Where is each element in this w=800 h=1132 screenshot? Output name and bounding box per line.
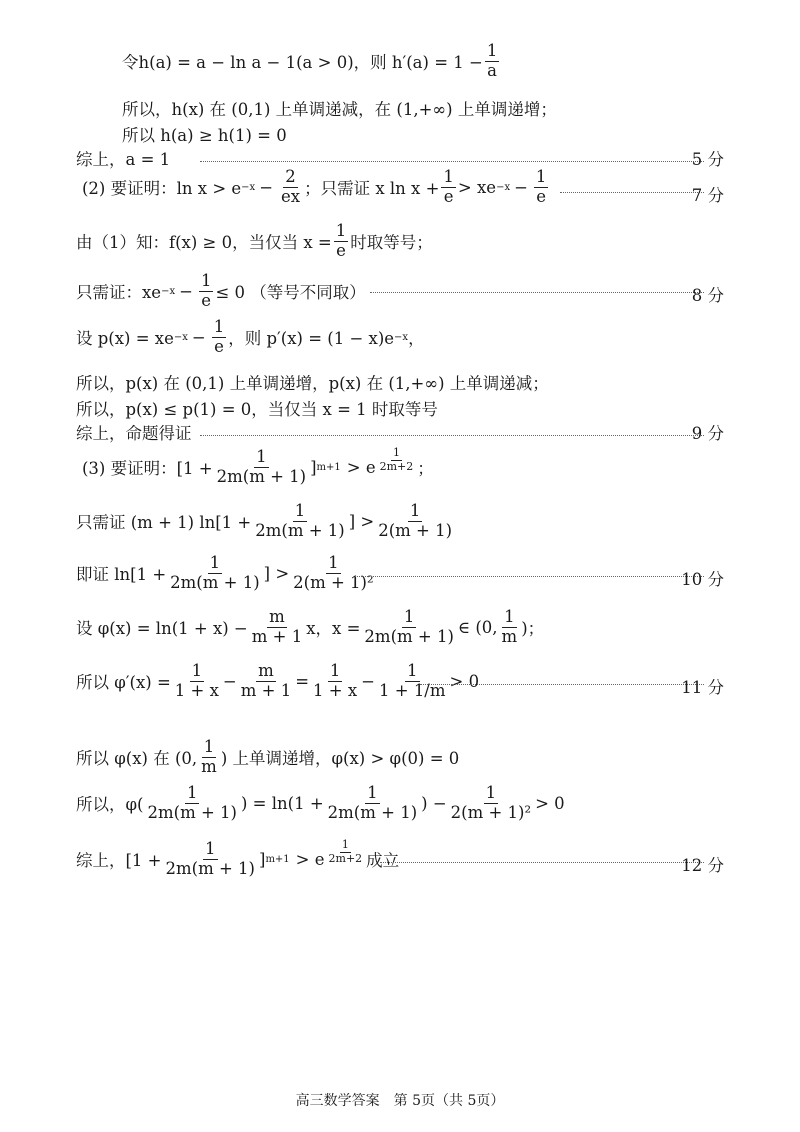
score-label: 5 分 (691, 150, 724, 169)
score-label: 11 分 (681, 678, 724, 697)
score-label: 9 分 (691, 424, 724, 443)
line-need-prove: 只需证：xe −x − $\frac{1}{e}$ ≤ 0 （等号不同取） 8 分 (76, 271, 724, 310)
line-h-min: 所以 h(a) ≥ h(1) = 0 (122, 126, 287, 145)
line-part2-goal: (2) 要证明：ln x > e −x − $\frac{2}{ex}$ ；只需证 x ln x + $\frac{1}{e}$ > xe −x − $\frac{1}{e}$ 7 分 (82, 167, 724, 206)
line-need-prove-3: 只需证 (m + 1) ln[1 + $\frac{1}{2m(m + 1)}$ ] > $\frac{1}{2(m + 1)}$ (76, 501, 453, 540)
line-part3-goal: (3) 要证明：[1 + $\frac{1}{2m(m + 1)}$ ] m+1 > e $\frac{1}{2m+2}$ ； (82, 446, 434, 486)
line-equivalent: 即证 ln[1 + $\frac{1}{2m(m + 1)}$ ] > $\frac{1}{\text{2(m + 1)²}}$ 10 分 (76, 553, 724, 592)
line-h-definition: 令 h(a) = a − ln a − 1(a > 0)，则 h′(a) = 1 − $\frac{1}{a}$ (122, 41, 498, 80)
score-label: 12 分 (681, 856, 724, 875)
line-p-monotonic: 所以，p(x) 在 (0,1) 上单调递增，p(x) 在 (1,+∞) 上单调递减； (76, 374, 549, 393)
page-footer: 高三数学答案 第 5页（共 5页） (295, 1093, 505, 1109)
line-conclusion-2: 综上，命题得证 9 分 (0, 420, 800, 444)
score-label: 7 分 (691, 186, 724, 205)
line-define-p: 设 p(x) = xe −x − $\frac{1}{e}$ ，则 p′(x) = (1 − x)e −x ， (76, 317, 425, 356)
score-label: 10 分 (681, 570, 724, 589)
score-label: 8 分 (691, 286, 724, 305)
line-phi-derivative: 所以 φ′(x) = $\frac{1}{1 + x}$ − $\frac{m}{m + 1}$ = $\frac{1}{1 + x}$ − $\frac{1}{1 + 1/m}$ > 0 11 分 (76, 661, 724, 700)
line-p-max: 所以，p(x) ≤ p(1) = 0，当仅当 x = 1 时取等号 (76, 400, 438, 419)
line-define-phi: 设 φ(x) = ln(1 + x) − $\frac{m}{m + 1}$ x，x = $\frac{1}{2m(m + 1)}$ ∈ (0, $\frac{1}{m}$ )； (76, 607, 545, 646)
line-from-part1: 由（1）知：f(x) ≥ 0，当仅当 x = $\frac{1}{e}$ 时取等号； (76, 221, 433, 260)
line-phi-monotonic: 所以 φ(x) 在 (0, $\frac{1}{m}$ ) 上单调递增，φ(x) > φ(0) = 0 (76, 737, 460, 776)
line-phi-value: 所以，φ( $\frac{1}{2m(m + 1)}$ ) = ln(1 + $\frac{1}{2m(m + 1)}$ ) − $\frac{1}{\text{2(m + 1)²}}$ > 0 (76, 783, 565, 822)
line-final-conclusion: 综上，[1 + $\frac{1}{2m(m + 1)}$ ] m+1 > e $\frac{1}{2m+2}$ 成立 12 分 (76, 838, 724, 878)
line-h-monotonic: 所以，h(x) 在 (0,1) 上单调递减，在 (1,+∞) 上单调递增； (122, 100, 557, 119)
fraction: $\frac{1}{a}$ (486, 41, 498, 80)
line-conclusion-1: 综上，a = 1 5 分 (0, 146, 800, 170)
